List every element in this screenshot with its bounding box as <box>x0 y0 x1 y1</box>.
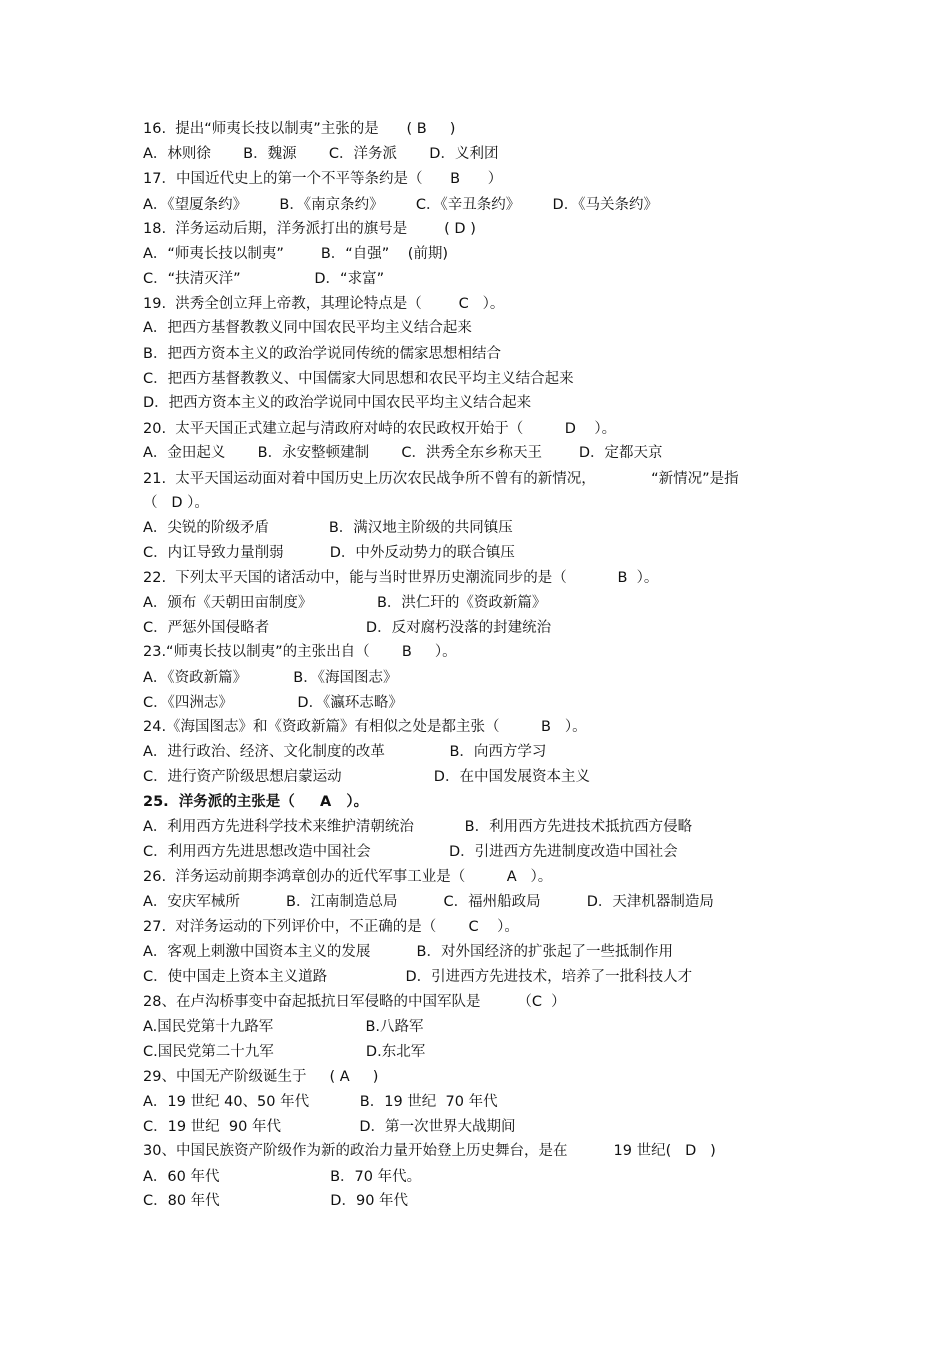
question-27-options-cd: C．使中国走上资本主义道路 D．引进西方先进技术，培养了一批科技人才 <box>143 969 693 985</box>
question-30: 30、中国民族资产阶级作为新的政治力量开始登上历史舞台，是在 19 世纪( D ) <box>143 1143 716 1159</box>
question-29-options-cd: C．19 世纪 90 年代 D．第一次世界大战期间 <box>143 1119 516 1135</box>
question-21-options-ab: A．尖锐的阶级矛盾 B．满汉地主阶级的共同镇压 <box>143 520 513 536</box>
question-25: 25. 洋务派的主张是（ A ）。 <box>143 794 369 810</box>
question-24: 24.《海国图志》和《资政新篇》有相似之处是都主张（ B ）。 <box>143 719 587 735</box>
question-21-answer: （ D ）。 <box>143 495 209 511</box>
question-22-options-ab: A．颁布《天朝田亩制度》 B．洪仁玕的《资政新篇》 <box>143 595 547 611</box>
question-28: 28、在卢沟桥事变中奋起抵抗日军侵略的中国军队是 （C ） <box>143 994 566 1010</box>
question-16: 16. 提出“师夷长技以制夷”主张的是 ( B ) <box>143 121 456 137</box>
question-18-options-ab: A．“师夷长技以制夷” B．“自强” (前期) <box>143 246 449 262</box>
question-17: 17．中国近代史上的第一个不平等条约是（ B ） <box>143 171 503 187</box>
question-18: 18. 洋务运动后期，洋务派打出的旗号是 ( D ) <box>143 221 476 237</box>
question-21-options-cd: C．内讧导致力量削弱 D．中外反动势力的联合镇压 <box>143 545 515 561</box>
question-28-options-cd: C.国民党第二十九军 D.东北军 <box>143 1044 426 1060</box>
question-20: 20. 太平天国正式建立起与清政府对峙的农民政权开始于（ D ）。 <box>143 421 617 437</box>
question-29: 29、中国无产阶级诞生于 ( A ) <box>143 1069 379 1085</box>
question-19-option-b: B．把西方资本主义的政治学说同传统的儒家思想相结合 <box>143 346 501 362</box>
question-23-options-ab: A．《资政新篇》 B．《海国图志》 <box>143 670 398 686</box>
question-22: 22. 下列太平天国的诸活动中，能与当时世界历史潮流同步的是（ B ）。 <box>143 570 659 586</box>
question-22-options-cd: C．严惩外国侵略者 D．反对腐朽没落的封建统治 <box>143 620 552 636</box>
question-19-option-c: C．把西方基督教教义、中国儒家大同思想和农民平均主义结合起来 <box>143 371 574 387</box>
question-26-options: A．安庆军械所 B．江南制造总局 C．福州船政局 D．天津机器制造局 <box>143 894 714 910</box>
question-25-options-cd: C．利用西方先进思想改造中国社会 D．引进西方先进制度改造中国社会 <box>143 844 678 860</box>
question-23-options-cd: C．《四洲志》 D．《瀛环志略》 <box>143 695 403 711</box>
question-24-options-cd: C．进行资产阶级思想启蒙运动 D．在中国发展资本主义 <box>143 769 590 785</box>
question-19: 19. 洪秀全创立拜上帝教，其理论特点是（ C ）。 <box>143 296 505 312</box>
question-29-options-ab: A．19 世纪 40、50 年代 B．19 世纪 70 年代 <box>143 1094 498 1110</box>
question-23: 23.“师夷长技以制夷”的主张出自（ B ）。 <box>143 644 457 660</box>
question-17-options: A．《望厦条约》 B．《南京条约》 C．《辛丑条约》 D．《马关条约》 <box>143 197 658 213</box>
question-20-options: A．金田起义 B．永安整顿建制 C．洪秀全东乡称天王 D．定都天京 <box>143 445 663 461</box>
question-25-options-ab: A．利用西方先进科学技术来维护清朝统治 B．利用西方先进技术抵抗西方侵略 <box>143 819 693 835</box>
question-30-options-ab: A．60 年代 B．70 年代。 <box>143 1169 422 1185</box>
question-19-option-a: A．把西方基督教教义同中国农民平均主义结合起来 <box>143 320 472 336</box>
question-21: 21. 太平天国运动面对着中国历史上历次农民战争所不曾有的新情况， “新情况”是指 <box>143 471 739 487</box>
question-27: 27. 对洋务运动的下列评价中，不正确的是（ C ）。 <box>143 919 519 935</box>
question-26: 26. 洋务运动前期李鸿章创办的近代军事工业是（ A ）。 <box>143 869 553 885</box>
question-27-options-ab: A．客观上刺激中国资本主义的发展 B．对外国经济的扩张起了一些抵制作用 <box>143 944 673 960</box>
question-19-option-d: D．把西方资本主义的政治学说同中国农民平均主义结合起来 <box>143 395 532 411</box>
question-18-options-cd: C．“扶清灭洋” D．“求富” <box>143 271 385 287</box>
question-24-options-ab: A．进行政治、经济、文化制度的改革 B．向西方学习 <box>143 744 547 760</box>
question-30-options-cd: C．80 年代 D．90 年代 <box>143 1193 409 1209</box>
question-16-options: A．林则徐 B．魏源 C．洋务派 D．义利团 <box>143 146 499 162</box>
question-28-options-ab: A.国民党第十九路军 B.八路军 <box>143 1019 424 1035</box>
